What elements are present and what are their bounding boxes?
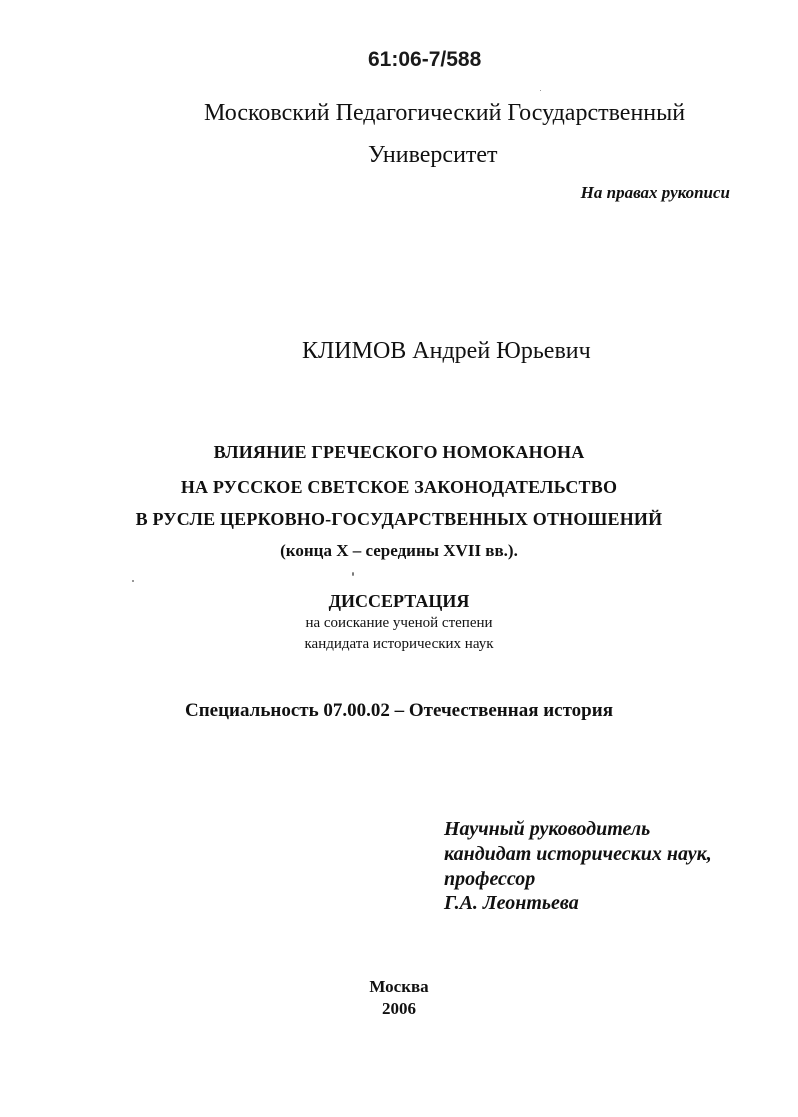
thesis-title-line2: НА РУССКОЕ СВЕТСКОЕ ЗАКОНОДАТЕЛЬСТВО	[180, 477, 618, 497]
year: 2006	[382, 999, 416, 1018]
advisor-title: профессор	[444, 868, 536, 890]
advisor-role: Научный руководитель	[444, 818, 651, 840]
author-name: КЛИМОВ Андрей Юрьевич	[302, 338, 591, 364]
catalog-number: 61:06-7/588	[368, 48, 482, 71]
advisor-name: Г.А. Леонтьева	[444, 892, 579, 914]
advisor-degree: кандидат исторических наук,	[444, 843, 712, 865]
scan-speck	[540, 90, 541, 91]
scan-speck	[132, 580, 134, 582]
university-name-line2: Университет	[368, 142, 498, 168]
thesis-title-period: (конца X – середины XVII вв.).	[280, 541, 518, 560]
thesis-title-line1: ВЛИЯНИЕ ГРЕЧЕСКОГО НОМОКАНОНА	[213, 442, 585, 462]
manuscript-rights-note: На правах рукописи	[580, 183, 730, 202]
degree-line1: на соискание ученой степени	[305, 615, 493, 631]
document-type: ДИССЕРТАЦИЯ	[328, 591, 470, 611]
scan-speck	[352, 572, 354, 576]
speciality: Специальность 07.00.02 – Отечественная история	[185, 700, 613, 721]
degree-line2: кандидата исторических наук	[304, 636, 494, 652]
thesis-title-line3: В РУСЛЕ ЦЕРКОВНО-ГОСУДАРСТВЕННЫХ ОТНОШЕНИЙ	[135, 509, 663, 529]
city: Москва	[369, 977, 429, 996]
university-name-line1: Московский Педагогический Государственный	[204, 100, 686, 126]
